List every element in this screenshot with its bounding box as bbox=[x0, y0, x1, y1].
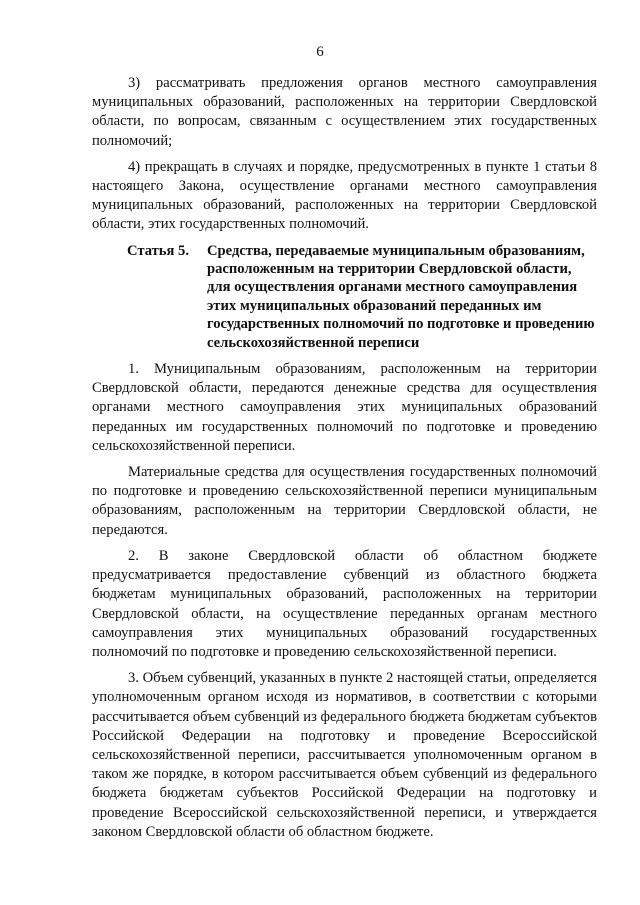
paragraph-point-1: 1. Муниципальным образованиям, расположенным на территории Свердловской области, передаются денежные средства для осуществления органами местного самоуправления этих муниципальных образований переданных им государственных полномочий по подготовке и проведению сельскохозяйственной переписи. bbox=[92, 361, 597, 454]
article-heading bbox=[92, 242, 597, 352]
paragraph-item-3: 3) рассматривать предложения органов местного самоуправления муниципальных образований, расположенных на территории Свердловской области, по вопросам, связанным с осуществлением этих государственных полномочий; bbox=[92, 75, 597, 149]
paragraph-material-means: Материальные средства для осуществления государственных полномочий по подготовке и проведению сельскохозяйственной переписи муниципальным образованиям, расположенным на территории Свердловской области, не передаются. bbox=[92, 464, 597, 538]
paragraph-point-3: 3. Объем субвенций, указанных в пункте 2 настоящей статьи, определяется уполномоченным органом исходя из нормативов, в соответствии с которыми рассчитывается объем субвенций из федерального бюджета бюджетам субъектов Российской Федерации на подготовку и проведение Всероссийской сельскохозяйственной переписи, рассчитывается уполномоченным органом в таком же порядке, в котором рассчитывается объем субвенций из федерального бюджета бюджетам субъектов Российской Федерации на подготовку и проведение Всероссийской сельскохозяйственной переписи, и утверждается законом Свердловской области об областном бюджете. bbox=[92, 670, 597, 840]
paragraph-point-2: 2. В законе Свердловской области об областном бюджете предусматривается предоставление субвенций из областного бюджета бюджетам муниципальных образований, расположенных на территории Свердловской области, на осуществление переданных органам местного самоуправления этих муниципальных образований государственных полномочий по подготовке и проведению сельскохозяйственной переписи. bbox=[92, 547, 597, 660]
document-body bbox=[92, 74, 597, 849]
page-number: 6 bbox=[316, 44, 324, 60]
article-label: Статья 5. bbox=[127, 242, 189, 259]
paragraph-item-4: 4) прекращать в случаях и порядке, предусмотренных в пункте 1 статьи 8 настоящего Закона, осуществление органами местного самоуправления муниципальных образований, расположенных на территории Свердловской области, этих государственных полномочий. bbox=[92, 158, 597, 233]
article-title: Средства, передаваемые муниципальным образованиям, расположенным на территории Свердловской области, для осуществления органами местного самоуправления этих муниципальных образований переданных им государственных полномочий по подготовке и проведению сельскохозяйственной переписи bbox=[207, 242, 595, 351]
